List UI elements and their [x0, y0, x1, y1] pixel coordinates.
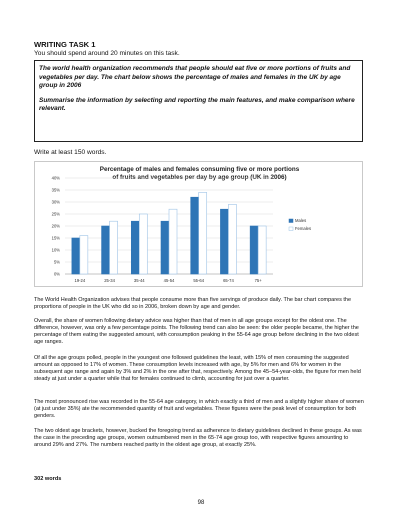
bar-males: [220, 209, 228, 274]
bar-chart: [34, 161, 363, 287]
x-tick-label: 75+: [254, 278, 262, 283]
bar-females: [258, 226, 266, 274]
bar-females: [80, 236, 88, 274]
legend-label: Males: [295, 218, 307, 223]
y-tick-label: 15%: [51, 235, 60, 241]
word-count: 302 words: [34, 476, 62, 482]
bar-females: [110, 221, 118, 274]
x-tick-label: 19-24: [74, 278, 86, 283]
y-tick-label: 30%: [51, 199, 60, 205]
bar-females: [169, 209, 177, 274]
task-summarise-text: Summarise the information by selecting and reporting the main features, and make comparison where relevant.: [39, 96, 355, 113]
task-instruction: You should spend around 20 minutes on this task.: [34, 50, 180, 57]
chart-title-line-1: Percentage of males and females consuming five or more portions: [99, 166, 300, 173]
bar-males: [191, 197, 199, 274]
bar-females: [139, 214, 147, 274]
chart-title-line-2: of fruits and vegetables per day by age group (UK in 2006): [112, 174, 287, 181]
essay-paragraph-5: The two oldest age brackets, however, bucked the foregoing trend as adherence to dietary guidelines declined in these groups. As was the case in the preceding age groups, women outnumbered men in the 65-74 age group too, with respective figures amounting to around 29% and 27%. The numbers reached parity in the oldest age group, at exactly 25%.: [34, 428, 362, 448]
task-prompt-text: The world health organization recommends that people should eat five or more portions of fruits and vegetables per day. The chart below shows the percentage of males and females in the UK by age group in 2006: [39, 65, 351, 90]
y-tick-label: 35%: [51, 187, 60, 193]
word-requirement: Write at least 150 words.: [34, 149, 107, 156]
essay-paragraph-1: The World Health Organization advises that people consume more than five servings of produce daily. The bar chart compares the proportions of people in the UK who did so in 2006, broken down by age and gender.: [34, 297, 352, 310]
x-tick-label: 25-34: [104, 278, 115, 283]
chart-plot: [35, 162, 364, 288]
x-tick-label: 35-44: [133, 278, 145, 283]
task-title: WRITING TASK 1: [34, 40, 96, 49]
bar-males: [102, 226, 110, 274]
y-tick-label: 40%: [51, 175, 60, 181]
legend-label: Females: [295, 226, 312, 231]
y-tick-label: 25%: [51, 211, 60, 217]
y-tick-label: 10%: [51, 247, 60, 253]
page-number: 98: [197, 500, 205, 506]
y-tick-label: 5%: [53, 259, 60, 265]
bar-males: [131, 221, 139, 274]
bar-males: [161, 221, 169, 274]
legend-swatch: [289, 227, 293, 231]
legend-swatch: [289, 219, 293, 223]
bar-males: [250, 226, 258, 274]
x-tick-label: 65-74: [223, 278, 234, 283]
essay-paragraph-4: The most pronounced rise was recorded in the 55-64 age category, in which exactly a third of men and a slightly higher share of women (at just under 35%) ate the recommended quantity of fruit and vegetables. These figures were the peak level of consumption for both genders.: [34, 399, 364, 419]
essay-paragraph-3: Of all the age groups polled, people in the youngest one followed guidelines the least, with 15% of men consuming the suggested amount as opposed to 17% of women. These consumption levels increased with age, by 5% for men and 6% for women in the subsequent age range and again by 3% and 2% in the one after that, respectively. Among the 45–54-year-olds, the figure for men held steady at just under a quarter while that for females continued to climb, accounting for just over a quarter.: [34, 355, 361, 382]
essay-paragraph-2: Overall, the share of women following dietary advice was higher than that of men in all age groups except for the oldest one. The difference, however, was only a few percentage points. The following trend can also be seen: the older people became, the higher the percentage of them eating the suggested amount, with consumption peaking in the 55-64 age group before declining in the two oldest age ranges.: [34, 318, 359, 345]
x-tick-label: 45-54: [163, 278, 175, 283]
bar-females: [228, 204, 236, 274]
x-tick-label: 55-64: [193, 278, 205, 283]
bar-males: [72, 238, 80, 274]
bar-females: [199, 192, 207, 274]
y-tick-label: 0%: [53, 271, 60, 277]
task-prompt-box: [34, 60, 363, 142]
y-tick-label: 20%: [51, 223, 60, 229]
